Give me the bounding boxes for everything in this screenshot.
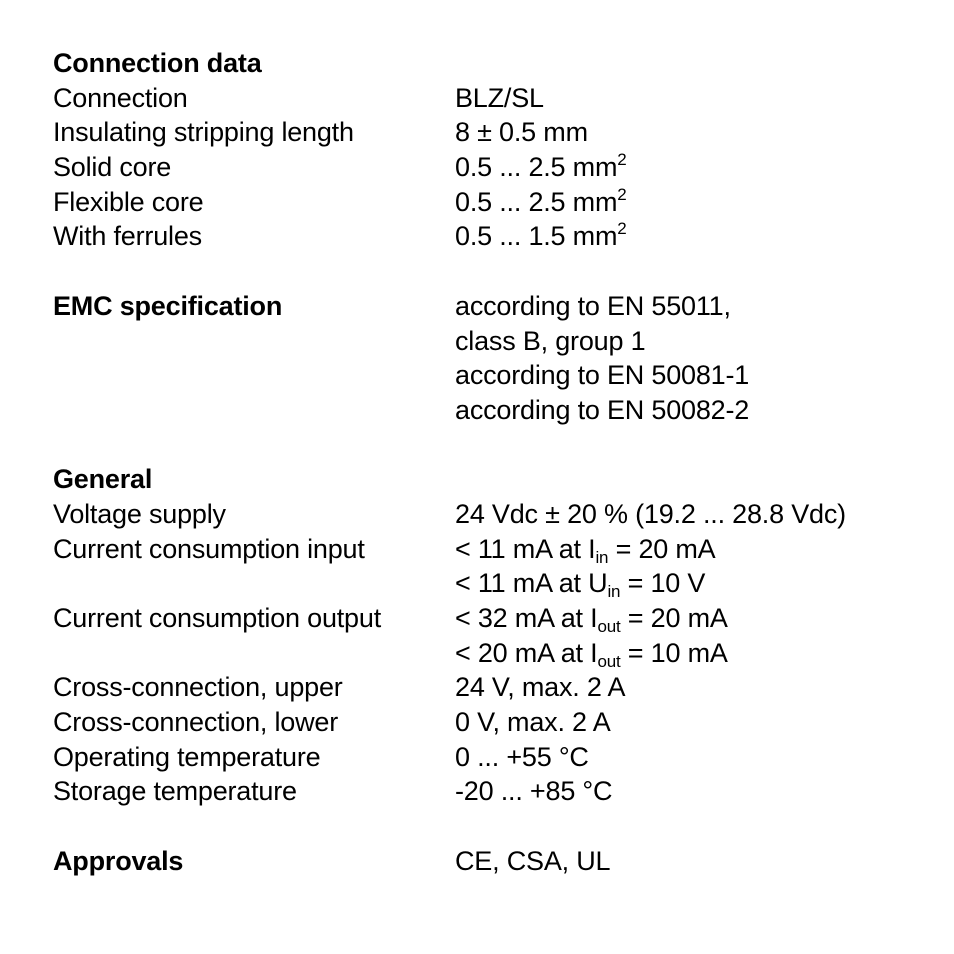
spec-row-current-consumption-input-cont: [53, 566, 933, 601]
spec-label: Connection: [53, 82, 188, 113]
spec-label-empty: [53, 393, 455, 428]
spec-value: [455, 601, 933, 636]
spec-value: according to EN 50082-2: [455, 394, 750, 425]
spec-row-emc-cont: [53, 393, 933, 428]
subscript: out: [597, 651, 621, 671]
spec-row-flexible-core: [53, 185, 933, 220]
spec-value: BLZ/SL: [455, 82, 544, 113]
spec-row-storage-temperature: [53, 774, 933, 809]
subscript: in: [607, 582, 621, 602]
subscript: out: [597, 617, 621, 636]
spec-label: Voltage supply: [53, 498, 226, 529]
unit-exponent: 2: [617, 219, 627, 239]
section-spacer: [53, 254, 933, 289]
spec-row-voltage-supply: [53, 497, 933, 532]
spec-value: [455, 219, 933, 254]
spec-value: [455, 532, 933, 567]
spec-value: [455, 185, 933, 220]
section-spacer: [53, 809, 933, 844]
spec-value-text: 0.5 ... 2.5 mm: [455, 186, 618, 217]
spec-row-solid-core: [53, 150, 933, 185]
spec-value: 8 ± 0.5 mm: [455, 117, 588, 148]
section-title: EMC specification: [53, 290, 283, 321]
spec-row-emc: [53, 289, 933, 324]
spec-value: -20 ... +85 °C: [455, 776, 613, 807]
spec-label: Operating temperature: [53, 741, 321, 772]
spec-value: according to EN 55011,: [455, 290, 731, 321]
spec-row-operating-temperature: [53, 740, 933, 775]
section-title: Connection data: [53, 48, 262, 78]
spec-label: Insulating stripping length: [53, 117, 354, 148]
spec-value: 24 Vdc ± 20 % (19.2 ... 28.8 Vdc): [455, 498, 846, 529]
spec-label: Cross-connection, lower: [53, 707, 339, 738]
spec-label-empty: [53, 566, 455, 601]
section-title: Approvals: [53, 845, 184, 876]
spec-row-emc-cont: [53, 324, 933, 359]
spec-value: 0 ... +55 °C: [455, 741, 589, 772]
spec-value-text: = 20 mA: [608, 533, 716, 564]
spec-label: Solid core: [53, 152, 172, 183]
spec-value: according to EN 50081-1: [455, 360, 750, 391]
subscript: in: [595, 547, 609, 567]
section-title: General: [53, 464, 153, 495]
spec-row-with-ferrules: [53, 219, 933, 254]
spec-row-cross-connection-upper: [53, 670, 933, 705]
spec-value-text: = 20 mA: [620, 603, 728, 633]
spec-label: Storage temperature: [53, 776, 297, 807]
unit-exponent: 2: [617, 150, 627, 170]
spec-label: Current consumption output: [53, 603, 381, 633]
spec-label: Current consumption input: [53, 533, 365, 564]
spec-value: CE, CSA, UL: [455, 845, 611, 876]
spec-value: 24 V, max. 2 A: [455, 672, 626, 703]
spec-row-approvals: [53, 844, 933, 879]
spec-value: [455, 636, 933, 671]
spec-label-empty: [53, 358, 455, 393]
section-heading-connection-data: [53, 46, 933, 81]
section-heading-general: [53, 462, 933, 497]
spec-value: 0 V, max. 2 A: [455, 707, 611, 738]
spec-row-emc-cont: [53, 358, 933, 393]
spec-row-cross-connection-lower: [53, 705, 933, 740]
spec-value-text: < 32 mA at I: [455, 603, 598, 633]
spec-row-current-consumption-output: [53, 601, 933, 636]
spec-value-text: < 11 mA at I: [455, 533, 596, 564]
spec-row-connection: [53, 81, 933, 116]
spec-value-text: 0.5 ... 1.5 mm: [455, 221, 618, 252]
spec-row-current-consumption-input: [53, 532, 933, 567]
spec-label: Cross-connection, upper: [53, 672, 343, 703]
spec-label-empty: [53, 324, 455, 359]
section-spacer: [53, 428, 933, 463]
spec-label-empty: [53, 636, 455, 671]
spec-value-text: < 20 mA at I: [455, 637, 598, 668]
spec-value-text: < 11 mA at U: [455, 568, 608, 599]
spec-label: Flexible core: [53, 186, 204, 217]
spec-sheet: [53, 46, 933, 879]
spec-value-text: 0.5 ... 2.5 mm: [455, 152, 618, 183]
spec-value-text: = 10 V: [620, 568, 706, 599]
spec-value: class B, group 1: [455, 325, 646, 356]
spec-value: [455, 566, 933, 601]
spec-value-text: = 10 mA: [620, 637, 728, 668]
spec-row-current-consumption-output-cont: [53, 636, 933, 671]
spec-label: With ferrules: [53, 221, 202, 252]
unit-exponent: 2: [617, 184, 627, 204]
spec-value: [455, 150, 933, 185]
spec-row-stripping-length: [53, 115, 933, 150]
